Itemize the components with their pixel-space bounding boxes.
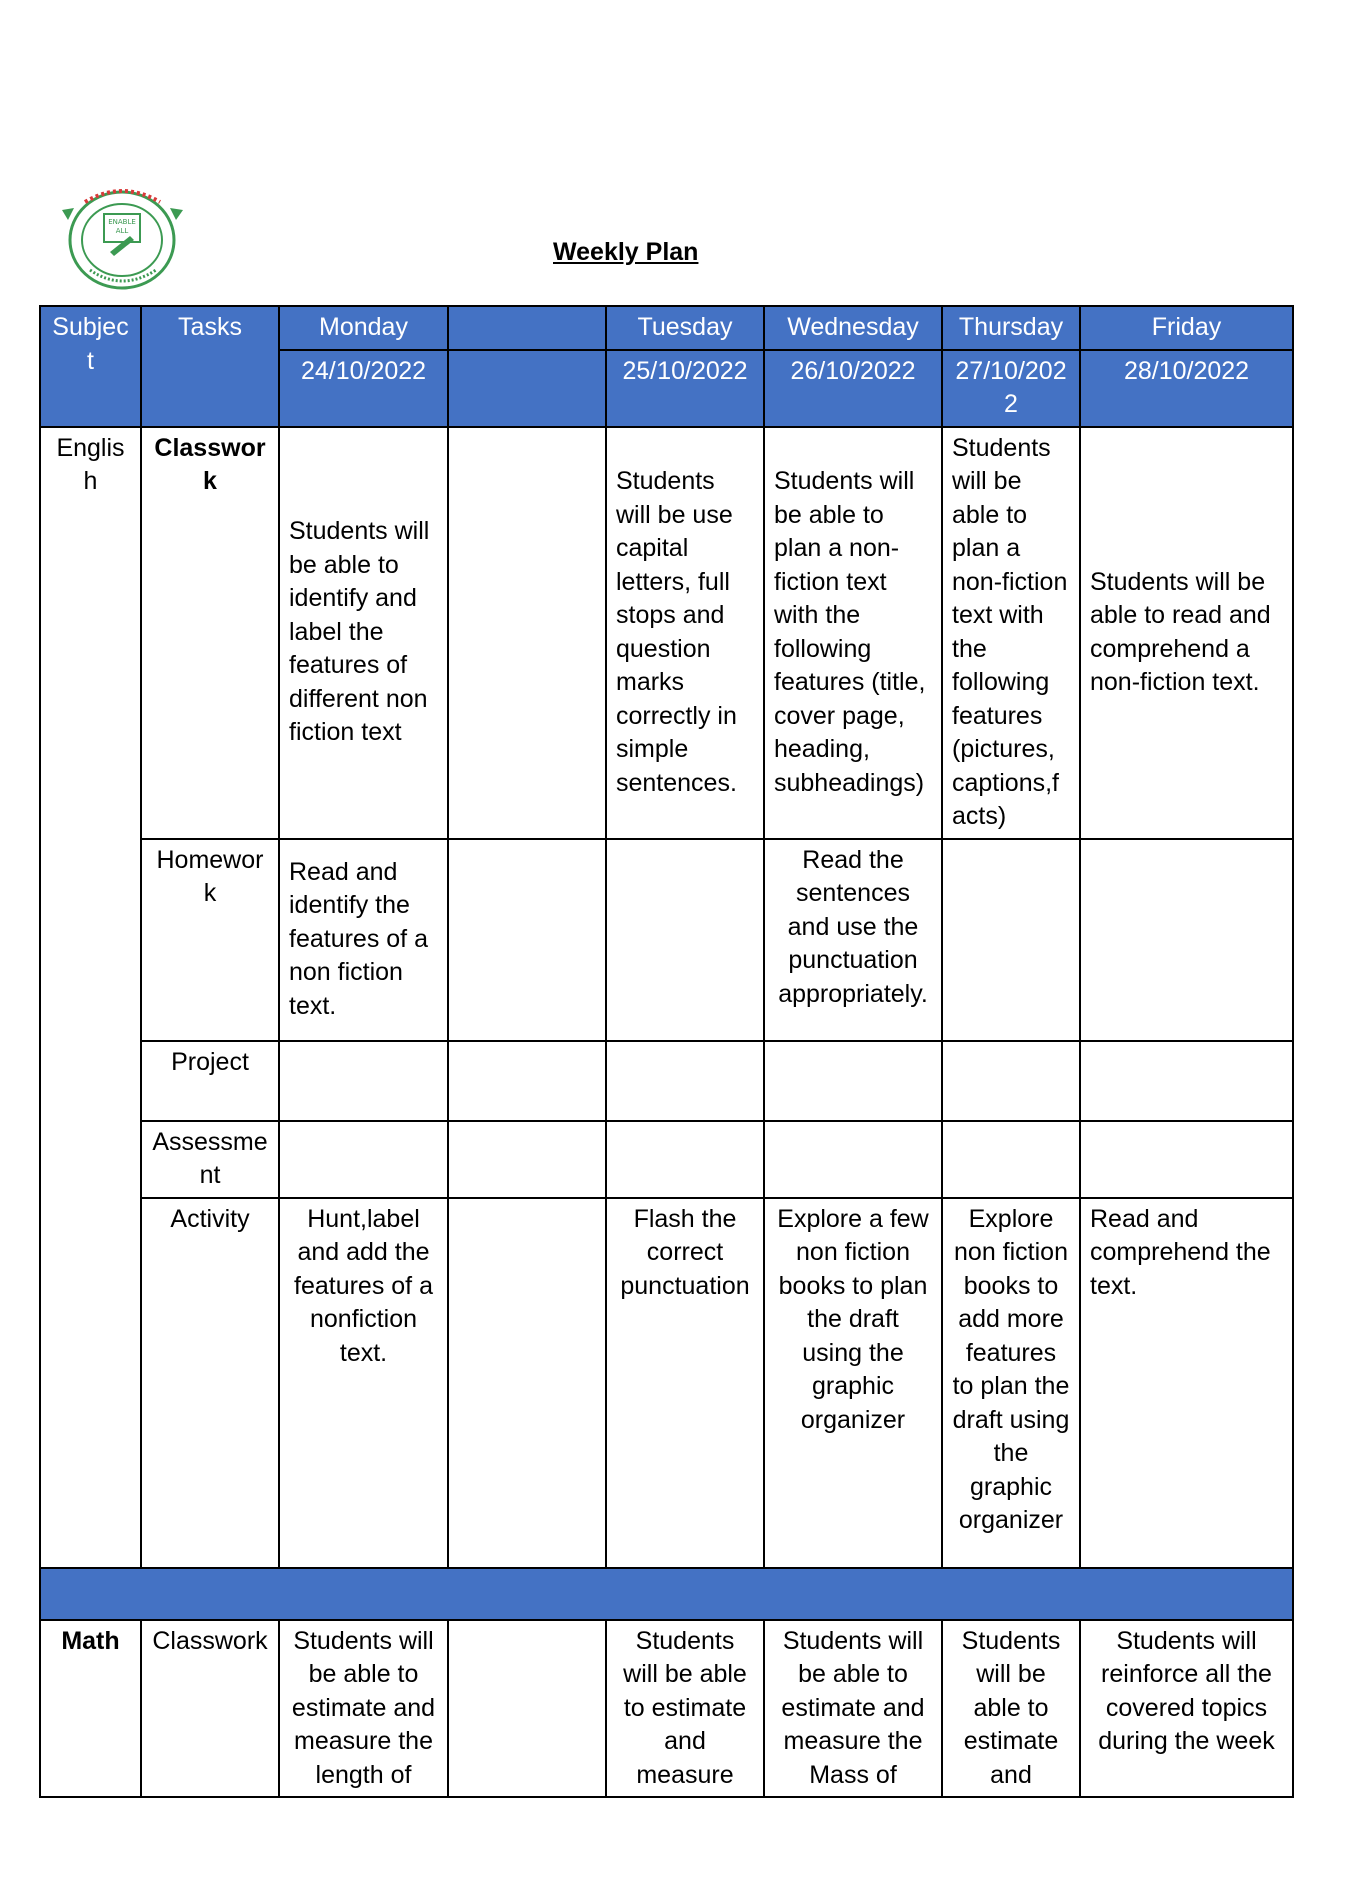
plan-cell: Read and identify the features of a non fiction text.	[279, 839, 448, 1041]
header-row-days	[40, 306, 1293, 350]
school-logo	[60, 180, 185, 292]
task-label: Project	[141, 1041, 279, 1121]
weekly-plan-table	[39, 305, 1294, 1798]
header-day: Friday	[1080, 306, 1293, 350]
plan-cell: Students will be able to estimate and	[942, 1620, 1080, 1798]
task-label: Homework	[141, 839, 279, 1041]
plan-cell: Flash the correct punctuation	[606, 1198, 764, 1568]
header-date: 28/10/2022	[1080, 350, 1293, 427]
plan-cell-blank	[279, 1041, 448, 1121]
header-day: Monday	[279, 306, 448, 350]
plan-cell: Explore a few non fiction books to plan the draft using the graphic organizer	[764, 1198, 942, 1568]
plan-cell-blank	[942, 1041, 1080, 1121]
plan-cell-blank	[1080, 1041, 1293, 1121]
plan-cell-blank	[448, 1198, 606, 1568]
plan-cell-blank	[448, 1121, 606, 1198]
plan-cell-blank	[1080, 1121, 1293, 1198]
english-project-row	[40, 1041, 1293, 1121]
task-label: Assessment	[141, 1121, 279, 1198]
header-date: 24/10/2022	[279, 350, 448, 427]
plan-cell-blank	[606, 839, 764, 1041]
plan-cell: Read and comprehend the text.	[1080, 1198, 1293, 1568]
plan-cell: Students will be able to plan a non-fiction text with the following features (pictures, captions,facts)	[942, 427, 1080, 839]
plan-cell-blank	[448, 1620, 606, 1798]
plan-cell-blank	[448, 839, 606, 1041]
plan-cell-blank	[942, 839, 1080, 1041]
section-divider-cell	[40, 1568, 1293, 1620]
plan-cell: Read the sentences and use the punctuation appropriately.	[764, 839, 942, 1041]
plan-cell: Hunt,label and add the features of a nonfiction text.	[279, 1198, 448, 1568]
svg-text:ALL: ALL	[115, 227, 129, 235]
plan-cell-blank	[606, 1121, 764, 1198]
plan-cell: Students will be able to plan a non-fiction text with the following features (title, cover page, heading, subheadings)	[764, 427, 942, 839]
plan-cell: Students will be able to estimate and measure	[606, 1620, 764, 1798]
header-tasks: Tasks	[141, 306, 279, 427]
plan-cell-blank	[764, 1121, 942, 1198]
plan-cell: Students will reinforce all the covered topics during the week	[1080, 1620, 1293, 1798]
plan-cell: Students will be able to identify and label the features of different non fiction text	[279, 427, 448, 839]
english-homework-row	[40, 839, 1293, 1041]
task-label: Classwork	[141, 427, 279, 839]
header-date: 27/10/2022	[942, 350, 1080, 427]
math-classwork-row	[40, 1620, 1293, 1798]
plan-cell-blank	[448, 427, 606, 839]
header-date	[448, 350, 606, 427]
header-subject: Subject	[40, 306, 141, 427]
subject-math: Math	[40, 1620, 141, 1798]
section-divider	[40, 1568, 1293, 1620]
header-date: 25/10/2022	[606, 350, 764, 427]
header-day: Tuesday	[606, 306, 764, 350]
plan-cell-blank	[1080, 839, 1293, 1041]
plan-cell-blank	[942, 1121, 1080, 1198]
task-label: Activity	[141, 1198, 279, 1568]
english-classwork-row	[40, 427, 1293, 839]
plan-cell: Students will be able to read and comprehend a non-fiction text.	[1080, 427, 1293, 839]
header-date: 26/10/2022	[764, 350, 942, 427]
english-activity-row	[40, 1198, 1293, 1568]
page-title: Weekly Plan	[553, 238, 699, 266]
header-day: Thursday	[942, 306, 1080, 350]
header-day	[448, 306, 606, 350]
plan-cell: Students will be able to estimate and measure the Mass of	[764, 1620, 942, 1798]
plan-cell: Students will be able to estimate and measure the length of	[279, 1620, 448, 1798]
plan-cell-blank	[764, 1041, 942, 1121]
svg-text:ENABLE: ENABLE	[108, 218, 136, 226]
header-day: Wednesday	[764, 306, 942, 350]
plan-cell: Students will be use capital letters, full stops and question marks correctly in simple sentences.	[606, 427, 764, 839]
task-label: Classwork	[141, 1620, 279, 1798]
plan-cell-blank	[606, 1041, 764, 1121]
plan-cell: Explore non fiction books to add more features to plan the draft using the graphic organizer	[942, 1198, 1080, 1568]
plan-cell-blank	[279, 1121, 448, 1198]
plan-cell-blank	[448, 1041, 606, 1121]
english-assessment-row	[40, 1121, 1293, 1198]
subject-english: English	[40, 427, 141, 1568]
